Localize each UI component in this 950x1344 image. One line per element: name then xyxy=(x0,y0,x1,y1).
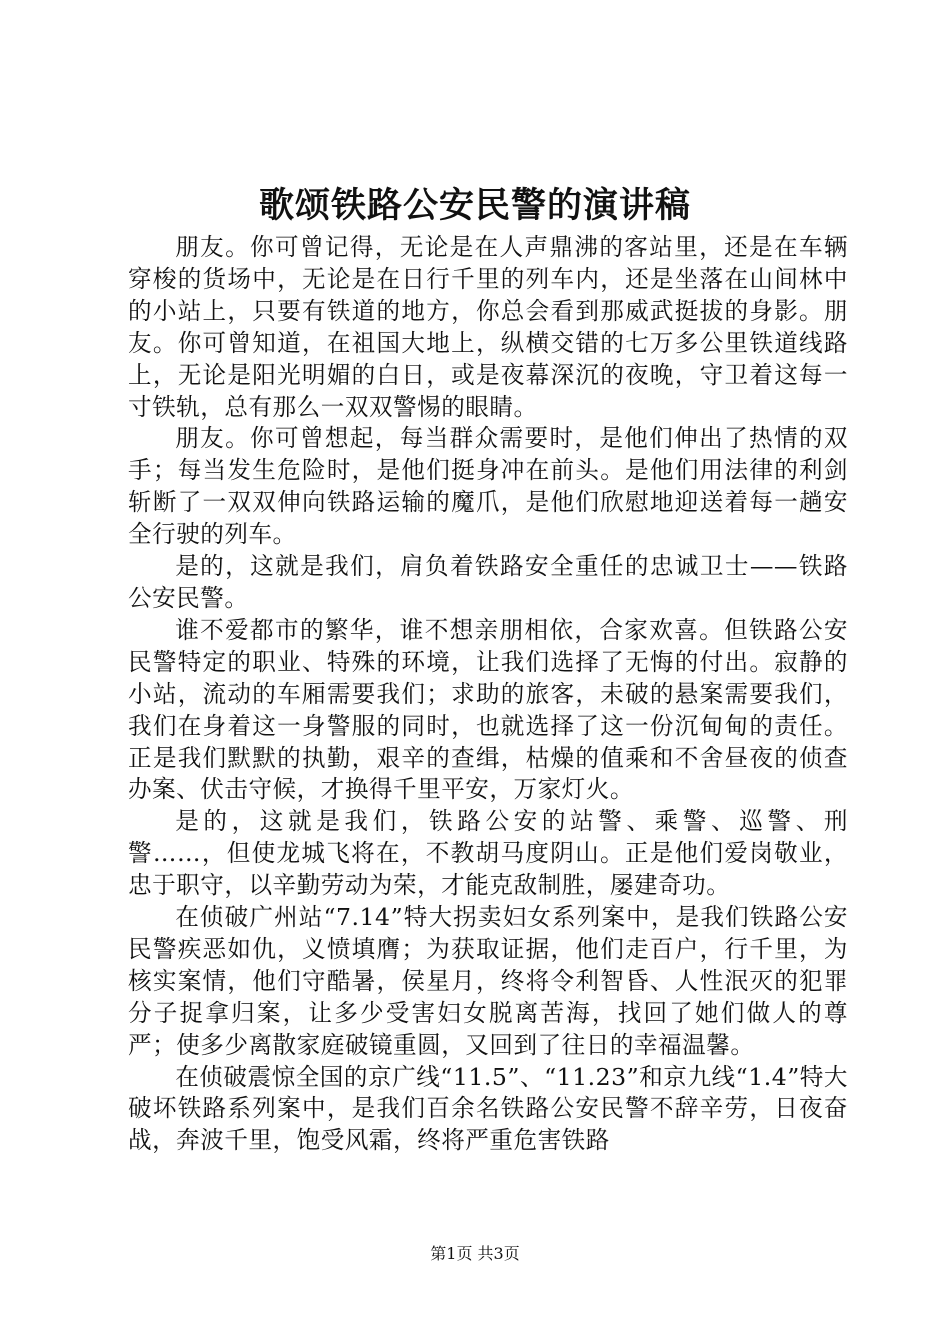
paragraph: 在侦破广州站“7.14”特大拐卖妇女系列案中，是我们铁路公安民警疾恶如仇，义愤填膺；为获取证据，他们走百户，行千里，为核实案情，他们守酷暑，侯星月，终将令利智昏、人性泯灭的犯罪分子捉拿归案，让多少受害妇女脱离苦海，找回了她们做人的尊严；使多少离散家庭破镜重圆，又回到了往日的幸福温馨。 xyxy=(128,903,848,1059)
paragraph: 在侦破震惊全国的京广线“11.5”、“11.23”和京九线“1.4”特大破坏铁路系列案中，是我们百余名铁路公安民警不辞辛劳，日夜奋战，奔波千里，饱受风霜，终将严重危害铁路 xyxy=(128,1062,848,1155)
page-footer: 第1页 共3页 xyxy=(430,1244,520,1263)
paragraph: 朋友。你可曾记得，无论是在人声鼎沸的客站里，还是在车辆穿梭的货场中，无论是在日行千里的列车内，还是坐落在山间林中的小站上，只要有铁道的地方，你总会看到那威武挺拔的身影。朋友。你可曾知道，在祖国大地上，纵横交错的七万多公里铁道线路上，无论是阳光明媚的白日，或是夜幕深沉的夜晚，守卫着这每一寸铁轨，总有那么一双双警惕的眼睛。 xyxy=(128,233,848,421)
document-body xyxy=(128,232,848,1157)
paragraph: 朋友。你可曾想起，每当群众需要时，是他们伸出了热情的双手；每当发生危险时，是他们挺身冲在前头。是他们用法律的利剑斩断了一双双伸向铁路运输的魔爪，是他们欣慰地迎送着每一趟安全行驶的列车。 xyxy=(128,424,848,549)
document-title: 歌颂铁路公安民警的演讲稿 xyxy=(258,185,691,226)
paragraph: 是的，这就是我们，铁路公安的站警、乘警、巡警、刑警……，但使龙城飞将在，不教胡马度阴山。正是他们爱岗敬业，忠于职守，以辛勤劳动为荣，才能克敌制胜，屡建奇功。 xyxy=(128,807,848,900)
paragraph: 是的，这就是我们，肩负着铁路安全重任的忠诚卫士——铁路公安民警。 xyxy=(128,552,848,612)
paragraph: 谁不爱都市的繁华，谁不想亲朋相依，合家欢喜。但铁路公安民警特定的职业、特殊的环境，让我们选择了无悔的付出。寂静的小站，流动的车厢需要我们；求助的旅客，未破的悬案需要我们，我们在身着这一身警服的同时，也就选择了这一份沉甸甸的责任。正是我们默默的执勤，艰辛的查缉，枯燥的值乘和不舍昼夜的侦查办案、伏击守候，才换得千里平安，万家灯火。 xyxy=(128,615,848,804)
